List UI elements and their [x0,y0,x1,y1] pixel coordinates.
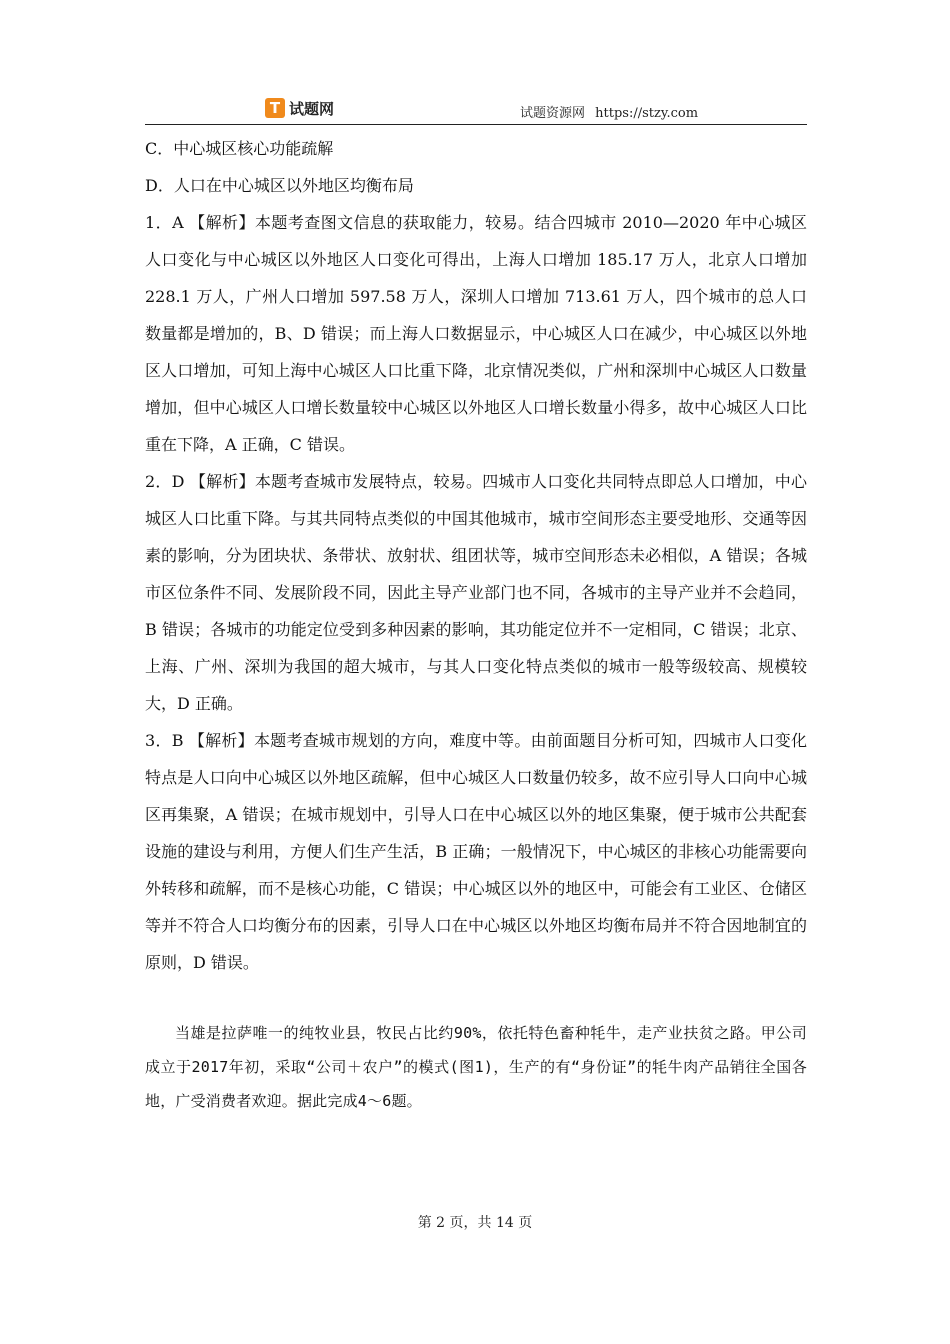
site-name: 试题资源网 [520,106,586,121]
header-divider [145,124,807,125]
passage-text: 当雄是拉萨唯一的纯牧业县，牧民占比约90%，依托特色畜种牦牛，走产业扶贫之路。甲公司成立于2017年初，采取“公司＋农户”的模式(图1)，生产的有“身份证”的牦牛肉产品销往全国各地，广受消费者欢迎。据此完成4～6题。 [145,1024,807,1110]
site-logo[interactable] [265,96,334,120]
answer-explanation-1: 1．A 【解析】本题考查图文信息的获取能力，较易。结合四城市 2010—2020 年中心城区人口变化与中心城区以外地区人口变化可得出，上海人口增加 185.17 万人，北京人口增加 228.1 万人，广州人口增加 597.58 万人，深圳人口增加 713.61 万人，四个城市的总人口数量都是增加的，B、D 错误；而上海人口数据显示，中心城区人口在减少，中心城区以外地区人口增加，可知上海中心城区人口比重下降，北京情况类似，广州和深圳中心城区人口数量增加，但中心城区人口增长数量较中心城区以外地区人口增长数量小得多，故中心城区人口比重在下降，A 正确，C 错误。 [145,213,807,454]
page-footer: 第 2 页，共 14 页 [417,1215,533,1231]
site-info [520,102,698,121]
answer-explanation-3: 3．B 【解析】本题考查城市规划的方向，难度中等。由前面题目分析可知，四城市人口变化特点是人口向中心城区以外地区疏解，但中心城区人口数量仍较多，故不应引导人口向中心城区再集聚，A 错误；在城市规划中，引导人口在中心城区以外的地区集聚，便于城市公共配套设施的建设与利用，方便人们生产生活，B 正确；一般情况下，中心城区的非核心功能需要向外转移和疏解，而不是核心功能，C 错误；中心城区以外的地区中，可能会有工业区、仓储区等并不符合人口均衡分布的因素，引导人口在中心城区以外地区均衡布局并不符合因地制宜的原则，D 错误。 [145,731,807,972]
answer-explanation-2: 2．D 【解析】本题考查城市发展特点，较易。四城市人口变化共同特点即总人口增加，中心城区人口比重下降。与其共同特点类似的中国其他城市，城市空间形态主要受地形、交通等因素的影响，分为团块状、条带状、放射状、组团状等，城市空间形态未必相似，A 错误；各城市区位条件不同、发展阶段不同，因此主导产业部门也不同，各城市的主导产业并不会趋同，B 错误；各城市的功能定位受到多种因素的影响，其功能定位并不一定相同，C 错误；北京、上海、广州、深圳为我国的超大城市，与其人口变化特点类似的城市一般等级较高、规模较大，D 正确。 [145,472,807,713]
option-c: C．中心城区核心功能疏解 [145,139,334,158]
logo-text: 试题网 [289,99,335,118]
site-url-link[interactable]: https://stzy.com [595,106,699,121]
document-body [145,130,807,981]
option-d: D．人口在中心城区以外地区均衡布局 [145,176,414,195]
page-header [145,96,807,124]
reading-passage [145,1016,807,1118]
logo-t-icon: T [265,98,285,118]
